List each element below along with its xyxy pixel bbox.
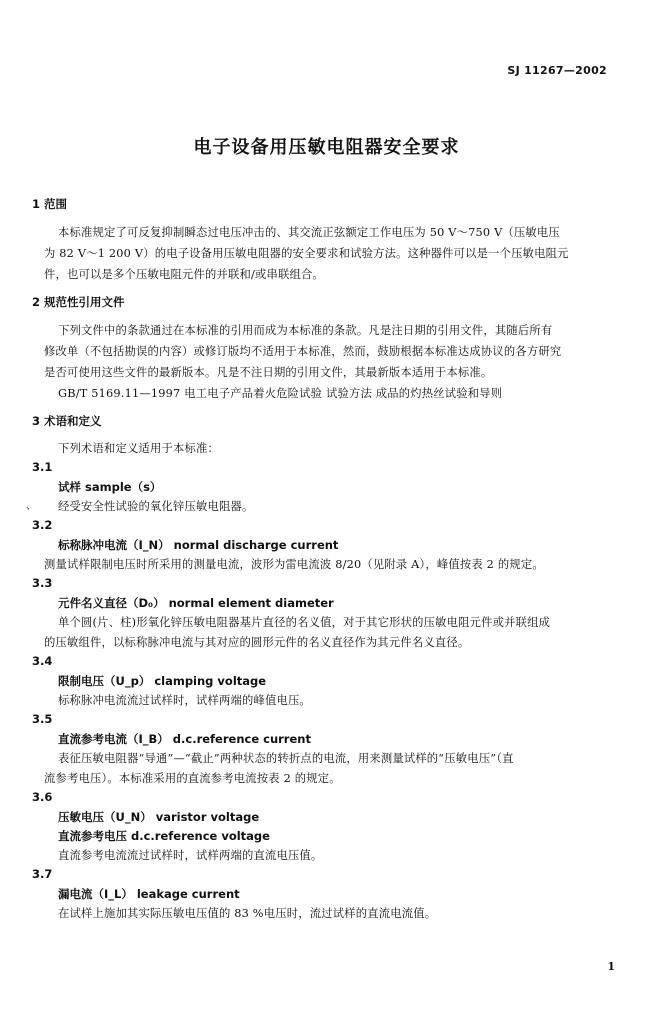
clause-number: 3.6 — [32, 790, 53, 804]
section-3-heading: 3 术语和定义 — [32, 414, 102, 428]
term-definition: 在试样上施加其实际压敏电压值的 83 %电压时，流过试样的直流电流值。 — [58, 907, 437, 920]
term-heading: 压敏电压（U_N） varistor voltage — [58, 810, 260, 824]
document-title: 电子设备用压敏电阻器安全要求 — [193, 137, 460, 158]
clause-number: 3.5 — [32, 712, 53, 726]
term-heading: 限制电压（U_p） clamping voltage — [58, 674, 267, 688]
term-heading: 漏电流（I_L） leakage current — [58, 887, 240, 901]
clause-number: 3.2 — [32, 518, 53, 532]
paragraph-line: 本标准规定了可反复抑制瞬态过电压冲击的、其交流正弦额定工作电压为 50 V～750 V（压敏电压 — [58, 226, 560, 239]
clause-number: 3.7 — [32, 867, 53, 881]
standard-number: SJ 11267—2002 — [507, 64, 607, 77]
paragraph-line: 下列文件中的条款通过在本标准的引用而成为本标准的条款。凡是注日期的引用文件，其随后所有 — [58, 324, 553, 337]
term-definition: 标称脉冲电流流过试样时，试样两端的峰值电压。 — [58, 694, 311, 707]
term-definition: 流参考电压）。本标准采用的直流参考电流按表 2 的规定。 — [44, 772, 341, 785]
page-number: 1 — [607, 960, 615, 973]
paragraph-line: 为 82 V～1 200 V）的电子设备用压敏电阻器的安全要求和试验方法。这种器件可以是一个压敏电阻元 — [44, 247, 569, 260]
stray-mark: 、 — [26, 501, 36, 512]
term-heading: 元件名义直径（D₀） normal element diameter — [58, 596, 334, 610]
term-definition: 直流参考电流流过试样时，试样两端的直流电压值。 — [58, 849, 323, 862]
term-heading-alt: 直流参考电压 d.c.reference voltage — [58, 829, 270, 843]
term-definition: 经受安全性试验的氧化锌压敏电阻器。 — [58, 500, 254, 513]
paragraph-line: 修改单（不包括勘误的内容）或修订版均不适用于本标准，然而，鼓励根据本标准达成协议的各方研究 — [44, 345, 562, 358]
term-definition: 单个圆(片、柱)形氧化锌压敏电阻器基片直径的名义值，对于其它形状的压敏电阻元件或并联组成 — [58, 616, 551, 629]
term-heading: 试样 sample（s） — [58, 480, 162, 494]
clause-number: 3.3 — [32, 576, 53, 590]
term-heading: 标称脉冲电流（I_N） normal discharge current — [58, 538, 339, 552]
term-definition: 的压敏组件，以标称脉冲电流与其对应的圆形元件的名义直径作为其元件名义直径。 — [44, 636, 470, 649]
clause-number: 3.4 — [32, 654, 53, 668]
paragraph-line: 件，也可以是多个压敏电阻元件的并联和/或串联组合。 — [44, 268, 324, 281]
term-heading: 直流参考电流（I_B） d.c.reference current — [58, 732, 311, 746]
term-definition: 测量试样限制电压时所采用的测量电流，波形为雷电流波 8/20（见附录 A），峰值按表 2 的规定。 — [44, 558, 544, 571]
section-3-intro: 下列术语和定义适用于本标准： — [58, 442, 219, 455]
term-definition: 表征压敏电阻器“导通”—“截止”两种状态的转折点的电流，用来测量试样的“压敏电压”（直 — [58, 752, 514, 765]
clause-number: 3.1 — [32, 460, 53, 474]
section-1-heading: 1 范围 — [32, 197, 68, 211]
paragraph-line: 是否可使用这些文件的最新版本。凡是不注日期的引用文件，其最新版本适用于本标准。 — [44, 366, 493, 379]
section-2-heading: 2 规范性引用文件 — [32, 295, 125, 309]
reference-line: GB/T 5169.11—1997 电工电子产品着火危险试验 试验方法 成品的灼热丝试验和导则 — [58, 387, 503, 400]
